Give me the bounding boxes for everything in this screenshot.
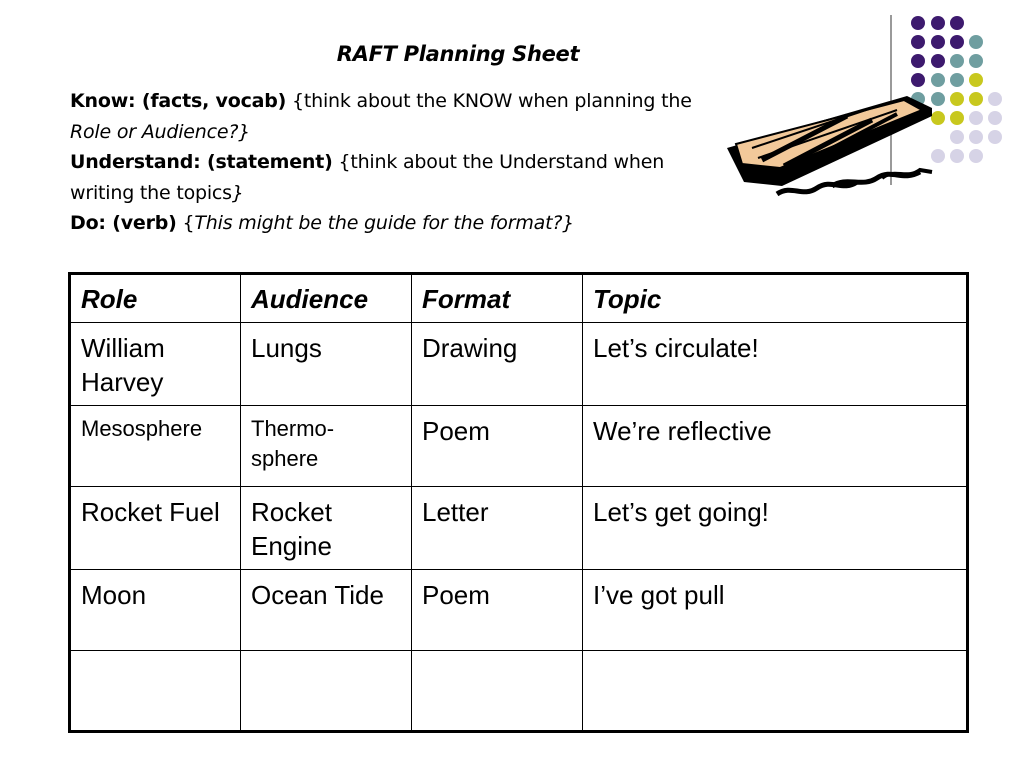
know-text: {think about the KNOW when planning the — [286, 90, 692, 112]
understand-text-continued: writing the topics — [70, 181, 232, 204]
table-cell: Rocket Engine — [241, 487, 412, 570]
decorative-dot — [969, 130, 983, 144]
understand-line — [70, 147, 750, 178]
table-row — [70, 570, 968, 651]
decorative-dot — [911, 73, 925, 87]
do-text: This might be the guide for the format?} — [194, 212, 575, 234]
table-cell: Let’s get going! — [583, 487, 968, 570]
page-title: RAFT Planning Sheet — [336, 42, 580, 66]
decorative-dot — [911, 16, 925, 30]
do-label: Do: (verb) — [70, 212, 177, 234]
table-cell: I’ve got pull — [583, 570, 968, 651]
know-label: Know: (facts, vocab) — [70, 90, 287, 112]
table-cell: Letter — [412, 487, 583, 570]
table-cell — [241, 651, 412, 732]
know-line-2 — [70, 117, 750, 148]
table-cell: William Harvey — [70, 323, 241, 406]
table-cell: Thermo-sphere — [241, 406, 412, 487]
decorative-dot — [969, 111, 983, 125]
decorative-dot — [969, 35, 983, 49]
table-cell: Moon — [70, 570, 241, 651]
decorative-dot — [969, 54, 983, 68]
decorative-dot — [950, 54, 964, 68]
table-cell: We’re reflective — [583, 406, 968, 487]
understand-label: Understand: (statement) — [70, 151, 333, 173]
table-row — [70, 406, 968, 487]
table-cell: Drawing — [412, 323, 583, 406]
raft-table — [68, 272, 969, 733]
table-cell: Poem — [412, 406, 583, 487]
table-row — [70, 487, 968, 570]
table-cell: Ocean Tide — [241, 570, 412, 651]
table-cell: Poem — [412, 570, 583, 651]
table-cell — [412, 651, 583, 732]
understand-brace: } — [231, 181, 244, 204]
decorative-dot — [950, 111, 964, 125]
decorative-dot — [969, 73, 983, 87]
table-cell: Mesosphere — [70, 406, 241, 487]
header-format: Format — [412, 274, 583, 323]
table-row — [70, 323, 968, 406]
decorative-dot — [988, 92, 1002, 106]
decorative-dot — [950, 35, 964, 49]
decorative-dot — [950, 92, 964, 106]
instructions-block — [70, 86, 750, 239]
table-cell — [70, 651, 241, 732]
decorative-dot — [988, 130, 1002, 144]
do-brace: { — [176, 212, 195, 234]
header-audience: Audience — [241, 274, 412, 323]
know-line — [70, 86, 750, 117]
decorative-dot — [950, 16, 964, 30]
decorative-dot — [969, 149, 983, 163]
decorative-dot — [950, 73, 964, 87]
decorative-dot — [988, 111, 1002, 125]
decorative-dot — [931, 54, 945, 68]
understand-text: {think about the Understand when — [332, 151, 665, 173]
decorative-dot — [950, 149, 964, 163]
decorative-dot — [950, 130, 964, 144]
decorative-dot — [931, 16, 945, 30]
know-text-continued: Role or Audience?} — [70, 120, 251, 143]
understand-line-2 — [70, 178, 750, 209]
table-cell: Rocket Fuel — [70, 487, 241, 570]
boat-icon — [722, 86, 947, 201]
decorative-dot — [931, 73, 945, 87]
decorative-dot — [969, 92, 983, 106]
table-cell: Lungs — [241, 323, 412, 406]
header-topic: Topic — [583, 274, 968, 323]
table-row-empty — [70, 651, 968, 732]
table-header-row — [70, 274, 968, 323]
do-line — [70, 208, 750, 239]
decorative-dot — [931, 35, 945, 49]
header-role: Role — [70, 274, 241, 323]
table-cell — [583, 651, 968, 732]
table-cell: Let’s circulate! — [583, 323, 968, 406]
